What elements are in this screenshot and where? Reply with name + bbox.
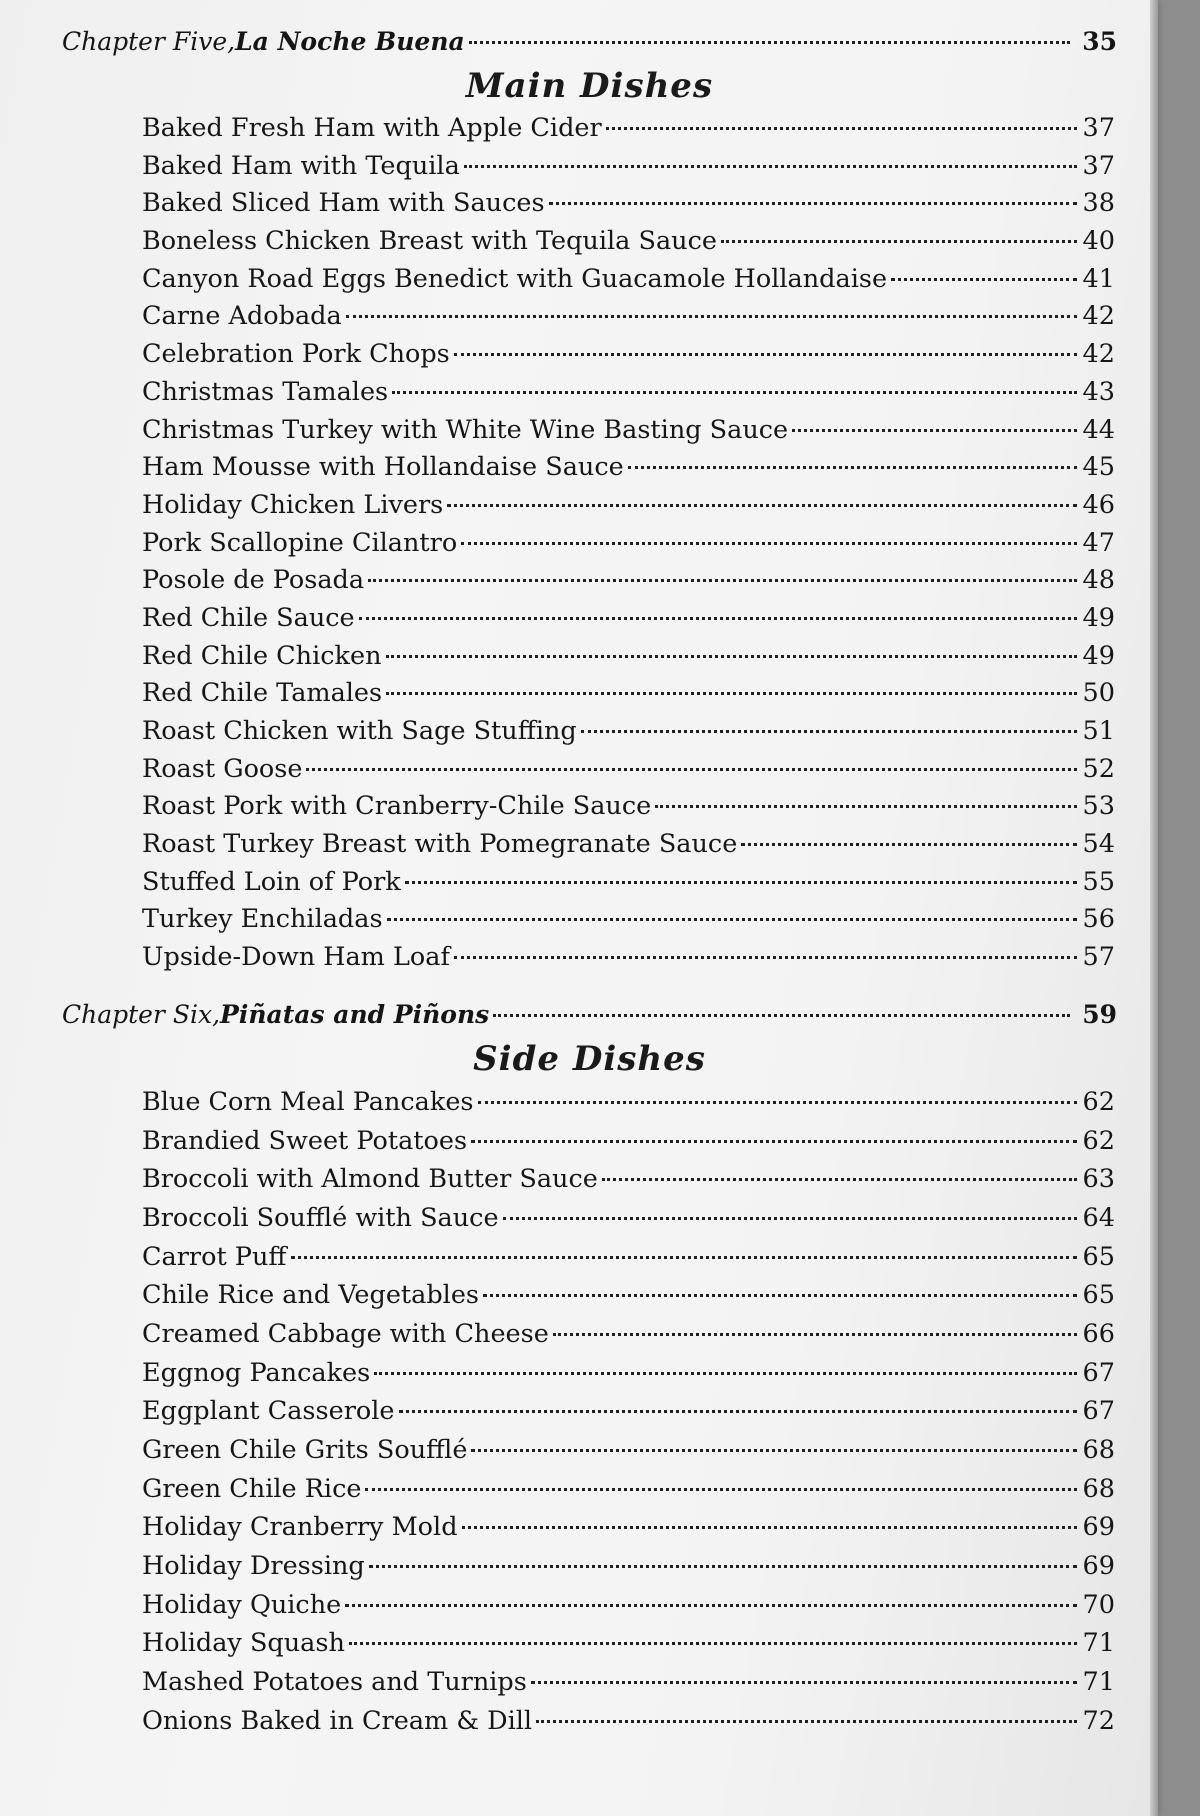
entry-page-number: 48 [1082, 565, 1115, 596]
toc-entry [142, 374, 1115, 412]
entry-title: Upside-Down Ham Loaf [142, 942, 450, 973]
dot-leader [306, 768, 1076, 771]
toc-entry [142, 1083, 1115, 1122]
entry-title: Turkey Enchiladas [142, 904, 383, 935]
dot-leader [386, 692, 1076, 695]
section-heading: Side Dishes [473, 1038, 706, 1079]
entry-title: Carne Adobada [142, 301, 342, 332]
dot-leader [369, 1565, 1077, 1568]
toc-entry [142, 1315, 1115, 1354]
entry-title: Holiday Quiche [142, 1589, 342, 1620]
entry-title: Holiday Cranberry Mold [142, 1512, 458, 1543]
toc-entry [142, 1276, 1115, 1315]
toc-entry [142, 751, 1115, 789]
entry-title: Posole de Posada [142, 565, 365, 596]
dot-leader [359, 617, 1077, 620]
dot-leader [493, 1014, 1070, 1017]
entry-list [62, 1083, 1117, 1741]
entry-page-number: 65 [1082, 1241, 1115, 1272]
toc-entry [142, 336, 1115, 374]
entry-title: Onions Baked in Cream & Dill [142, 1705, 533, 1736]
entry-page-number: 62 [1082, 1086, 1115, 1117]
dot-leader [531, 1681, 1077, 1684]
entry-title: Green Chile Rice [142, 1473, 362, 1504]
entry-title: Roast Chicken with Sage Stuffing [142, 716, 577, 746]
dot-leader [387, 918, 1077, 921]
dot-leader [606, 127, 1077, 130]
dot-leader [741, 843, 1076, 846]
toc-entry [142, 826, 1115, 864]
dot-leader [503, 1217, 1077, 1220]
chapter-page-number: 35 [1082, 27, 1117, 56]
table-of-contents [62, 22, 1117, 1741]
entry-page-number: 46 [1082, 489, 1115, 520]
toc-entry [142, 1508, 1115, 1547]
entry-page-number: 40 [1082, 226, 1115, 257]
toc-entry [142, 487, 1115, 525]
dot-leader [454, 353, 1077, 356]
entry-title: Eggnog Pancakes [142, 1357, 371, 1388]
toc-entry [142, 223, 1115, 261]
entry-page-number: 62 [1082, 1125, 1115, 1156]
dot-leader [602, 1178, 1077, 1181]
entry-page-number: 49 [1082, 640, 1115, 671]
toc-entry [142, 788, 1115, 826]
entry-title: Christmas Turkey with White Wine Basting Sauce [142, 414, 789, 445]
toc-entry [142, 638, 1115, 676]
chapter-heading [62, 995, 1117, 1035]
toc-entry [142, 600, 1115, 638]
dot-leader [483, 1294, 1077, 1297]
entry-page-number: 72 [1082, 1705, 1115, 1736]
entry-title: Pork Scallopine Cilantro [142, 527, 458, 558]
entry-page-number: 66 [1082, 1318, 1115, 1349]
chapter-prefix: Chapter Six, [62, 999, 221, 1029]
toc-entry [142, 1586, 1115, 1625]
entry-page-number: 69 [1082, 1512, 1115, 1543]
dot-leader [536, 1720, 1077, 1723]
entry-page-number: 56 [1082, 904, 1115, 935]
entry-title: Red Chile Chicken [142, 640, 382, 671]
entry-page-number: 37 [1082, 113, 1115, 143]
entry-title: Broccoli Soufflé with Sauce [142, 1202, 499, 1233]
toc-entry [142, 412, 1115, 450]
chapter-page-number: 59 [1082, 999, 1117, 1029]
entry-page-number: 53 [1082, 791, 1115, 822]
chapter-heading [62, 22, 1117, 62]
entry-page-number: 67 [1082, 1396, 1115, 1427]
entry-title: Mashed Potatoes and Turnips [142, 1667, 527, 1698]
entry-title: Carrot Puff [142, 1241, 287, 1272]
dot-leader [469, 41, 1071, 44]
toc-entry [142, 1238, 1115, 1277]
dot-leader [581, 730, 1077, 733]
entry-list [62, 110, 1117, 977]
dot-leader [721, 240, 1077, 243]
entry-title: Celebration Pork Chops [142, 339, 450, 370]
entry-page-number: 50 [1082, 678, 1115, 709]
entry-page-number: 37 [1082, 150, 1115, 181]
toc-entry [142, 1431, 1115, 1470]
entry-page-number: 42 [1082, 339, 1115, 370]
entry-title: Baked Fresh Ham with Apple Cider [142, 113, 602, 143]
dot-leader [346, 315, 1077, 318]
entry-page-number: 51 [1082, 716, 1115, 746]
toc-entry [142, 1663, 1115, 1702]
toc-entry [142, 1122, 1115, 1161]
entry-page-number: 42 [1082, 301, 1115, 332]
entry-title: Red Chile Sauce [142, 602, 355, 633]
entry-page-number: 69 [1082, 1551, 1115, 1582]
entry-title: Green Chile Grits Soufflé [142, 1435, 468, 1465]
entry-page-number: 67 [1082, 1357, 1115, 1388]
section-heading: Main Dishes [465, 66, 714, 106]
entry-page-number: 71 [1082, 1667, 1115, 1698]
dot-leader [655, 805, 1076, 808]
entry-title: Red Chile Tamales [142, 678, 383, 709]
dot-leader [386, 655, 1077, 658]
entry-title: Holiday Squash [142, 1628, 345, 1659]
toc-entry [142, 185, 1115, 223]
dot-leader [628, 466, 1077, 469]
entry-page-number: 44 [1082, 414, 1115, 445]
toc-entry [142, 261, 1115, 299]
dot-leader [462, 1526, 1077, 1529]
entry-title: Creamed Cabbage with Cheese [142, 1318, 549, 1349]
dot-leader [392, 391, 1076, 394]
entry-page-number: 65 [1082, 1280, 1115, 1311]
dot-leader [365, 1488, 1076, 1491]
toc-entry [142, 1702, 1115, 1741]
entry-title: Brandied Sweet Potatoes [142, 1125, 468, 1156]
entry-title: Broccoli with Almond Butter Sauce [142, 1164, 598, 1195]
toc-entry [142, 1199, 1115, 1238]
entry-page-number: 54 [1082, 829, 1115, 860]
dot-leader [368, 579, 1076, 582]
dot-leader [447, 504, 1076, 507]
dot-leader [291, 1256, 1077, 1259]
entry-title: Holiday Chicken Livers [142, 489, 444, 520]
entry-title: Blue Corn Meal Pancakes [142, 1086, 474, 1117]
toc-entry [142, 449, 1115, 487]
entry-page-number: 70 [1082, 1589, 1115, 1620]
entry-title: Baked Ham with Tequila [142, 150, 460, 181]
dot-leader [454, 956, 1077, 959]
entry-title: Chile Rice and Vegetables [142, 1280, 480, 1311]
entry-page-number: 68 [1082, 1435, 1115, 1465]
entry-page-number: 68 [1082, 1473, 1115, 1504]
entry-title: Canyon Road Eggs Benedict with Guacamole Hollandaise [142, 263, 888, 294]
dot-leader [792, 429, 1076, 432]
toc-entry [142, 939, 1115, 977]
entry-page-number: 38 [1082, 188, 1115, 219]
entry-title: Roast Pork with Cranberry-Chile Sauce [142, 791, 652, 822]
dot-leader [349, 1642, 1077, 1645]
dot-leader [374, 1372, 1076, 1375]
entry-page-number: 43 [1082, 376, 1115, 407]
entry-title: Christmas Tamales [142, 376, 389, 407]
dot-leader [471, 1449, 1076, 1452]
toc-entry [142, 864, 1115, 902]
dot-leader [345, 1604, 1076, 1607]
entry-page-number: 45 [1082, 452, 1115, 483]
page-edge [1150, 0, 1158, 1816]
entry-title: Holiday Dressing [142, 1551, 365, 1582]
entry-title: Baked Sliced Ham with Sauces [142, 188, 545, 219]
chapter-prefix: Chapter Five, [62, 27, 236, 56]
dot-leader [399, 1410, 1077, 1413]
dot-leader [405, 881, 1077, 884]
dot-leader [553, 1333, 1077, 1336]
entry-title: Roast Turkey Breast with Pomegranate Sauce [142, 829, 738, 860]
dot-leader [464, 165, 1077, 168]
toc-entry [142, 1624, 1115, 1663]
entry-page-number: 49 [1082, 602, 1115, 633]
dot-leader [891, 278, 1077, 281]
toc-entry [142, 1354, 1115, 1393]
toc-entry [142, 298, 1115, 336]
toc-entry [142, 525, 1115, 563]
dot-leader [549, 202, 1077, 205]
entry-page-number: 64 [1082, 1202, 1115, 1233]
entry-page-number: 47 [1082, 527, 1115, 558]
chapter-name: La Noche Buena [235, 27, 465, 56]
dot-leader [461, 542, 1076, 545]
entry-page-number: 57 [1082, 942, 1115, 973]
toc-entry [142, 1392, 1115, 1431]
toc-entry [142, 148, 1115, 186]
entry-title: Ham Mousse with Hollandaise Sauce [142, 452, 624, 483]
dot-leader [478, 1101, 1077, 1104]
toc-entry [142, 1470, 1115, 1509]
toc-entry [142, 1160, 1115, 1199]
entry-title: Boneless Chicken Breast with Tequila Sauce [142, 226, 717, 257]
entry-page-number: 63 [1082, 1164, 1115, 1195]
chapter-name: Piñatas and Piñons [220, 999, 490, 1029]
entry-title: Stuffed Loin of Pork [142, 866, 401, 897]
toc-entry [142, 901, 1115, 939]
entry-page-number: 55 [1082, 866, 1115, 897]
entry-page-number: 71 [1082, 1628, 1115, 1659]
toc-entry [142, 1547, 1115, 1586]
toc-entry [142, 110, 1115, 148]
dot-leader [471, 1140, 1076, 1143]
toc-entry [142, 713, 1115, 751]
toc-entry [142, 675, 1115, 713]
entry-title: Eggplant Casserole [142, 1396, 395, 1427]
entry-page-number: 41 [1082, 263, 1115, 294]
entry-page-number: 52 [1082, 753, 1115, 784]
entry-title: Roast Goose [142, 753, 303, 784]
toc-entry [142, 562, 1115, 600]
